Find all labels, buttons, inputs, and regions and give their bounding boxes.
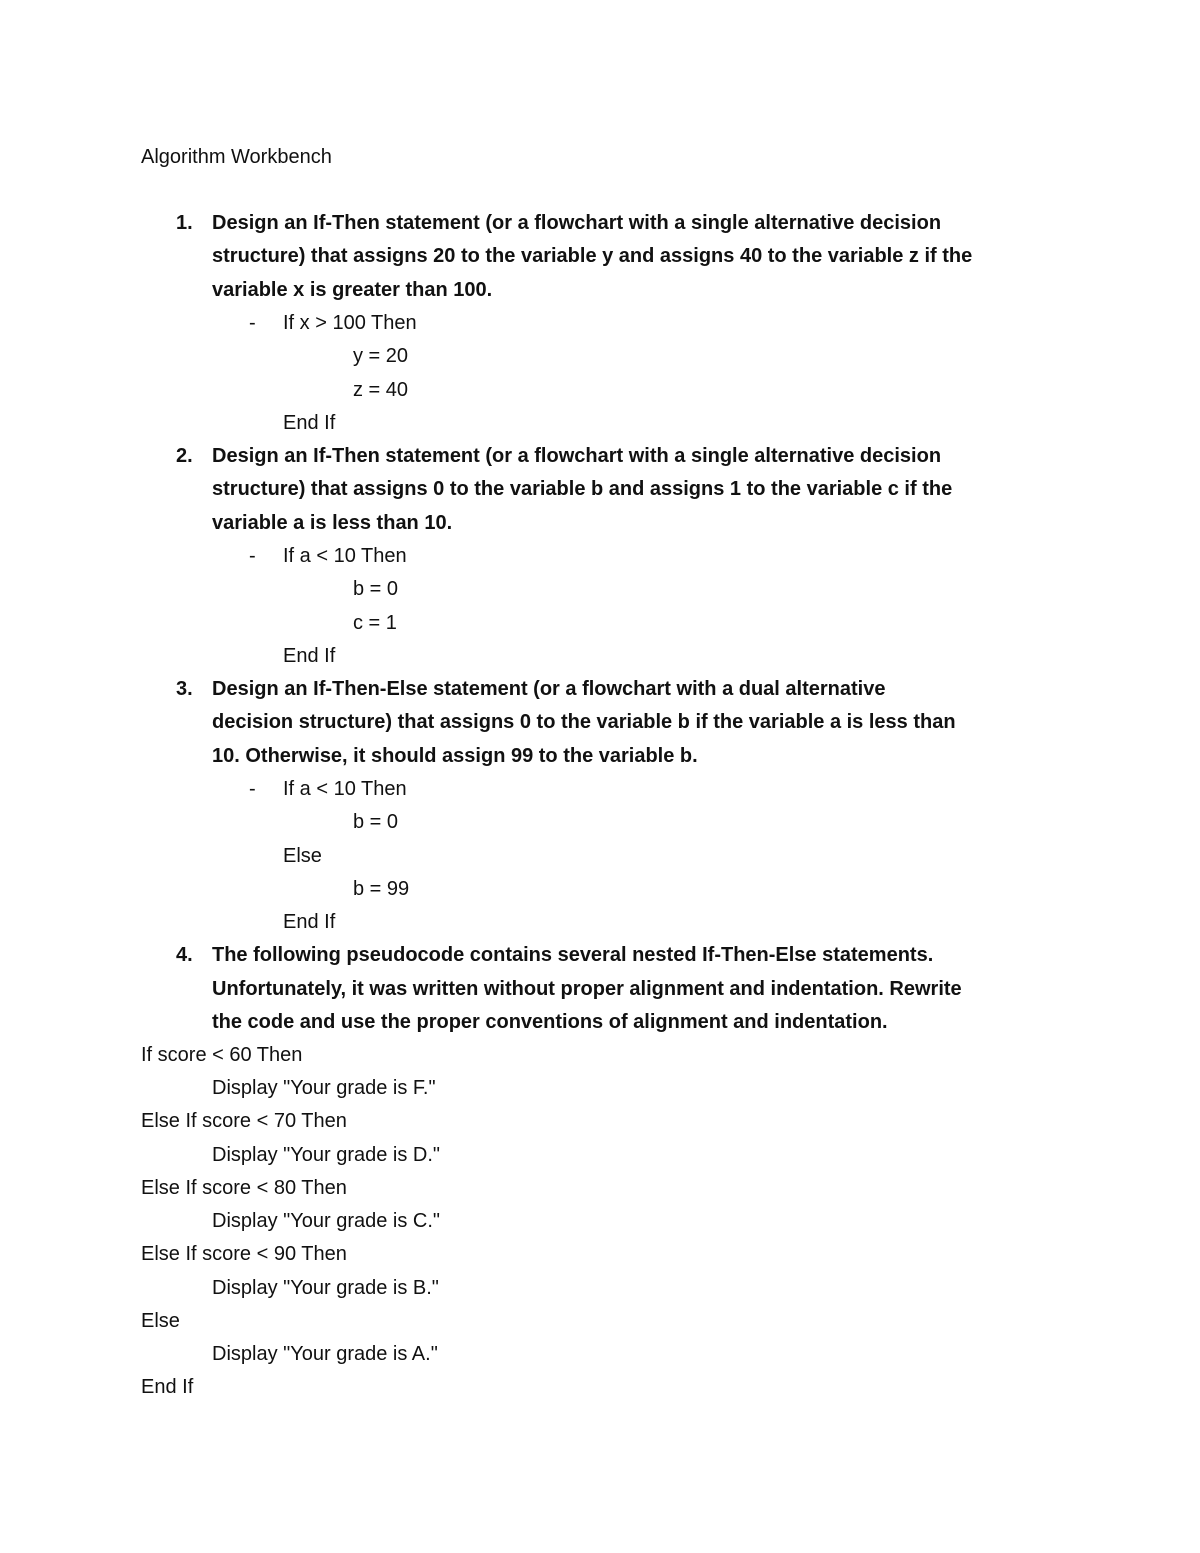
q4-text: Unfortunately, it was written without proper alignment and indentation. Rewrite (212, 978, 962, 1000)
code-line: y = 20 (353, 345, 409, 367)
code-line: If a < 10 Then (283, 545, 407, 567)
code-line: If a < 10 Then (283, 778, 407, 800)
q3-number: 3. (176, 678, 193, 700)
code-line: Display "Your grade is D." (212, 1144, 441, 1166)
q4-text: The following pseudocode contains several nested If-Then-Else statements. (212, 944, 934, 966)
code-line: z = 40 (353, 379, 409, 401)
code-line: Display "Your grade is C." (212, 1210, 441, 1232)
code-line: If score < 60 Then (141, 1044, 303, 1066)
code-line: Else (141, 1310, 180, 1332)
q3-text: decision structure) that assigns 0 to the variable b if the variable a is less than (212, 711, 956, 733)
code-line: Display "Your grade is A." (212, 1343, 438, 1365)
code-line: c = 1 (353, 612, 397, 634)
q2-text: structure) that assigns 0 to the variable b and assigns 1 to the variable c if the (212, 478, 953, 500)
q3-text: 10. Otherwise, it should assign 99 to the variable b. (212, 745, 698, 767)
bullet-dash: - (249, 778, 256, 800)
code-line: If x > 100 Then (283, 312, 417, 334)
q1-text: structure) that assigns 20 to the variable y and assigns 40 to the variable z if the (212, 245, 973, 267)
code-line: Display "Your grade is F." (212, 1077, 436, 1099)
bullet-dash: - (249, 312, 256, 334)
q1-text: variable x is greater than 100. (212, 279, 493, 301)
q2-text: variable a is less than 10. (212, 512, 453, 534)
code-line: b = 0 (353, 578, 399, 600)
document-title: Algorithm Workbench (141, 146, 332, 168)
bullet-dash: - (249, 545, 256, 567)
code-line: Else If score < 90 Then (141, 1243, 347, 1265)
code-line: b = 99 (353, 878, 410, 900)
code-line: End If (141, 1376, 194, 1398)
code-line: End If (283, 645, 336, 667)
q2-text: Design an If-Then statement (or a flowchart with a single alternative decision (212, 445, 942, 467)
q4-text: the code and use the proper conventions of alignment and indentation. (212, 1011, 888, 1033)
q4-number: 4. (176, 944, 193, 966)
q1-text: Design an If-Then statement (or a flowchart with a single alternative decision (212, 212, 942, 234)
q3-text: Design an If-Then-Else statement (or a flowchart with a dual alternative (212, 678, 886, 700)
code-line: End If (283, 911, 336, 933)
code-line: Else (283, 845, 322, 867)
code-line: Display "Your grade is B." (212, 1277, 439, 1299)
q2-number: 2. (176, 445, 193, 467)
code-line: Else If score < 80 Then (141, 1177, 347, 1199)
code-line: End If (283, 412, 336, 434)
q1-number: 1. (176, 212, 193, 234)
code-line: Else If score < 70 Then (141, 1110, 347, 1132)
code-line: b = 0 (353, 811, 399, 833)
